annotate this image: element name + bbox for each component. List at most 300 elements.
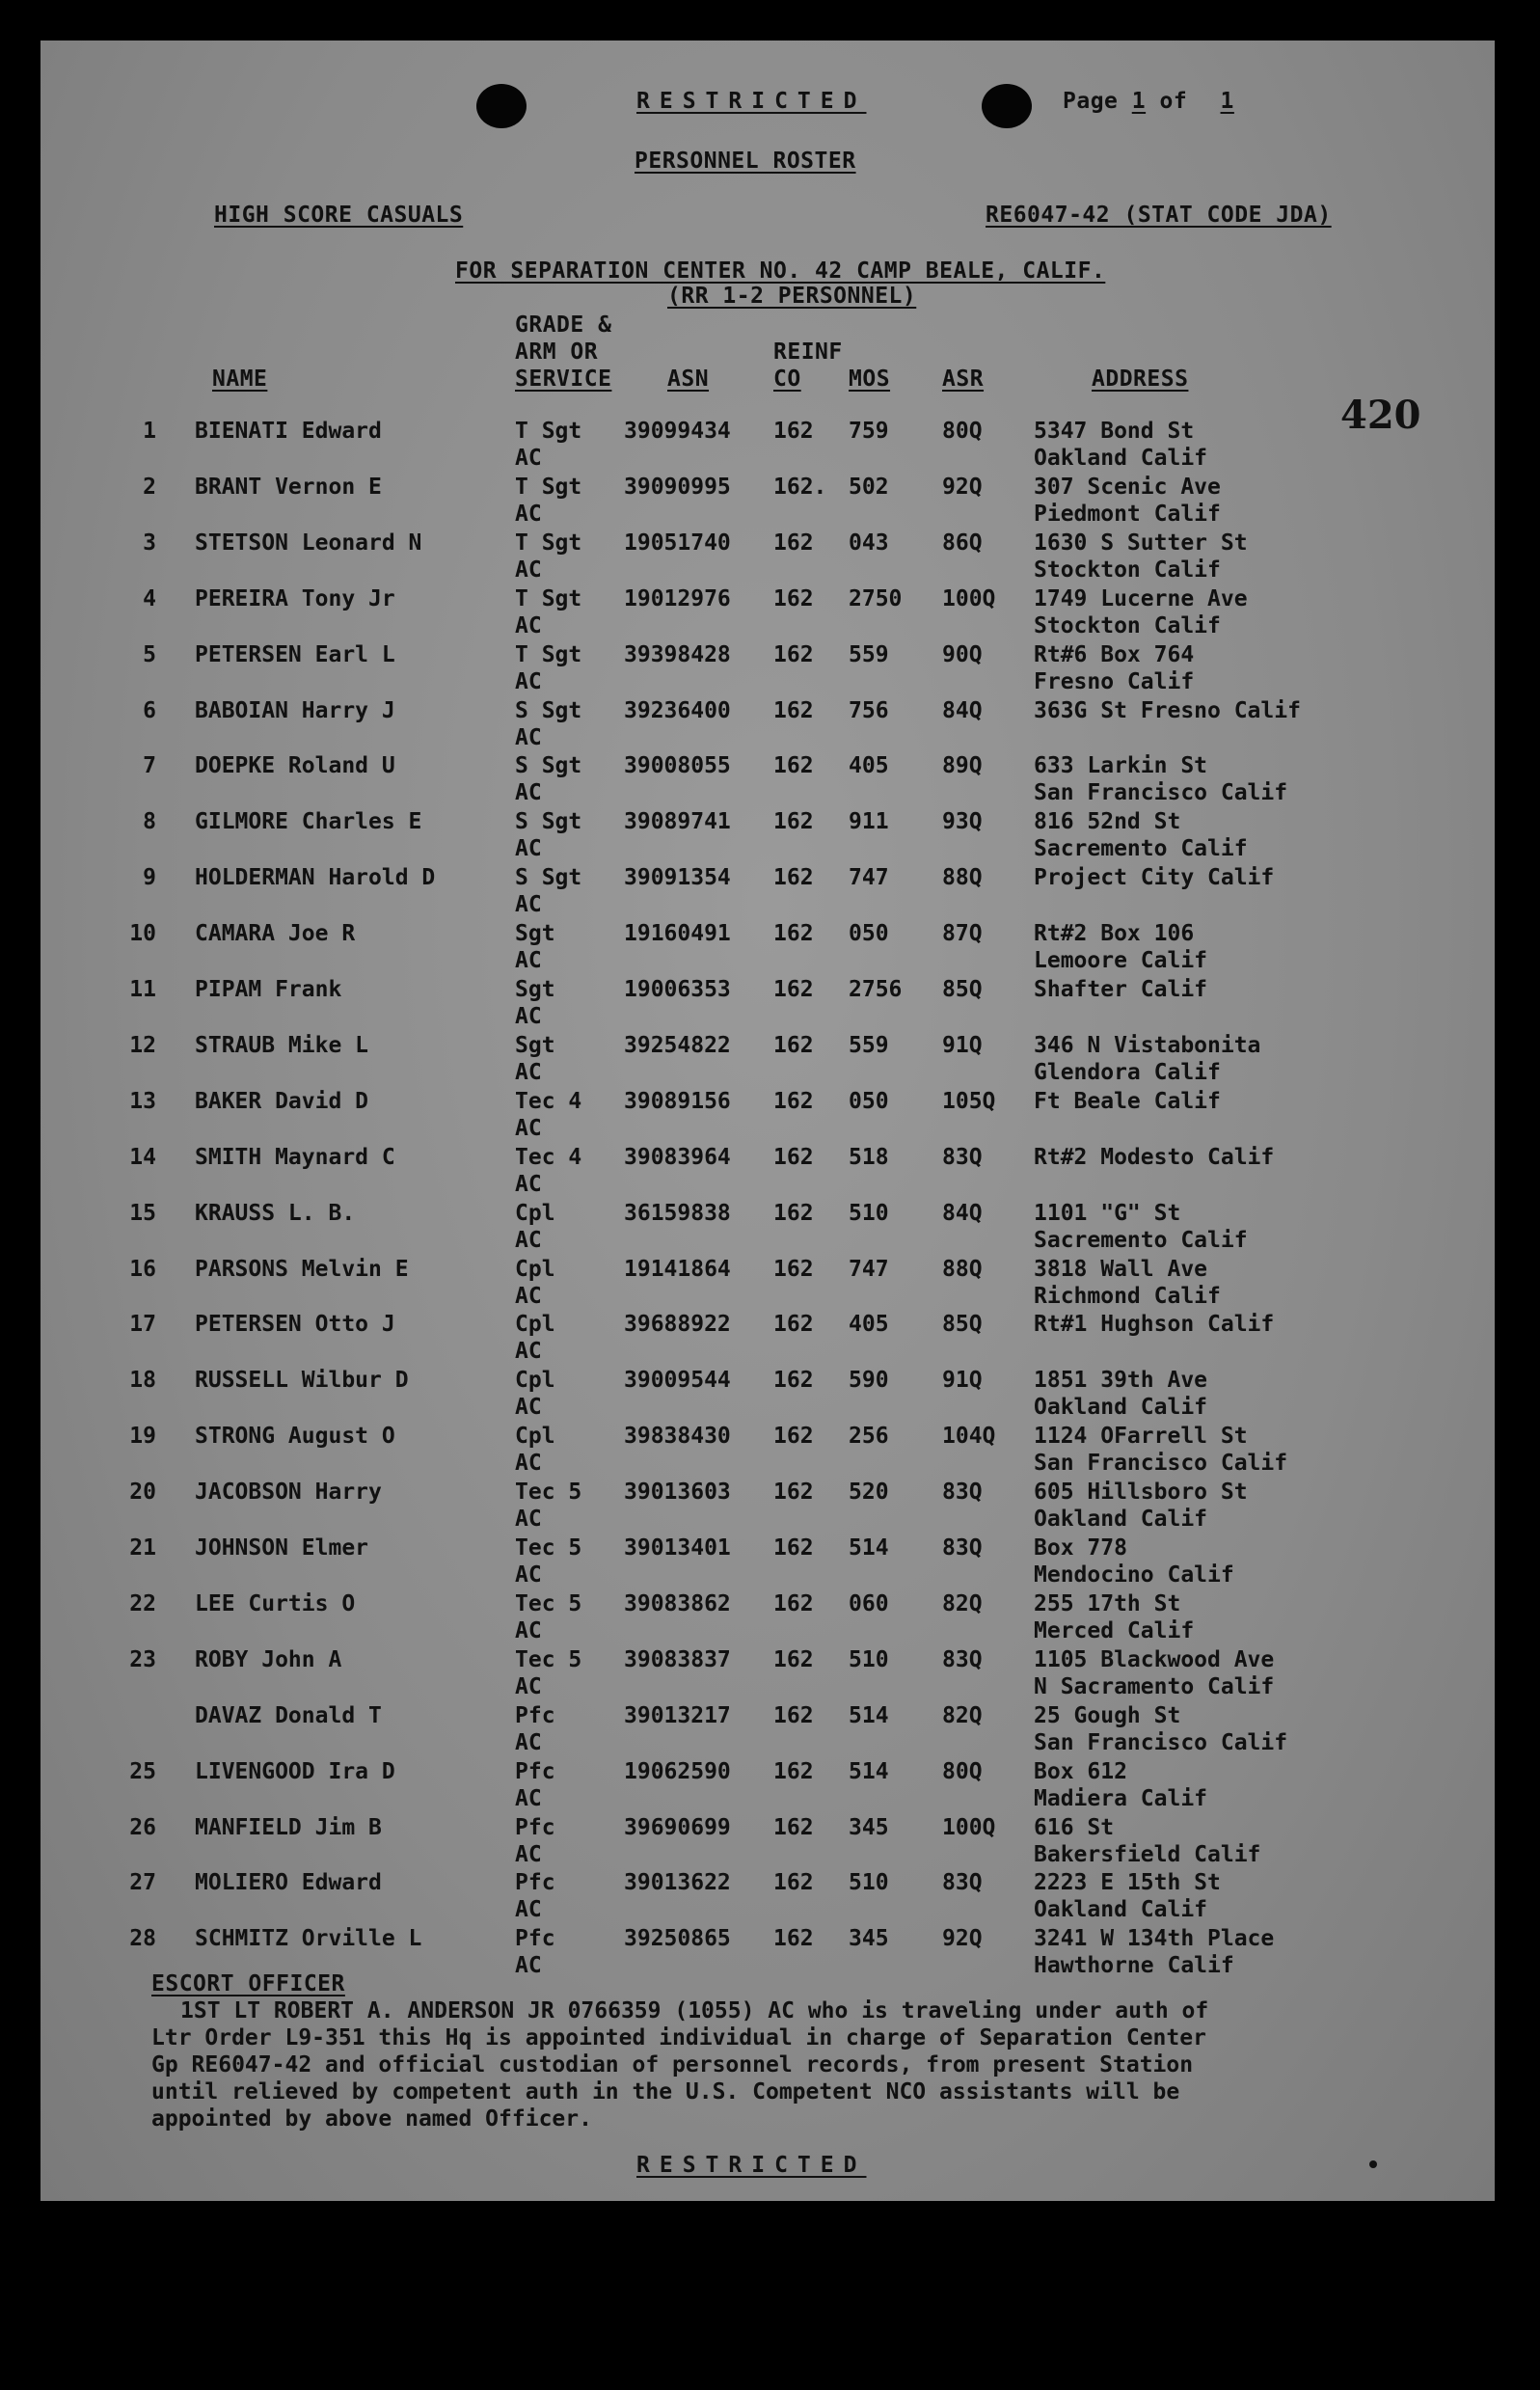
document-title: PERSONNEL ROSTER xyxy=(635,149,856,174)
row-address-line2: Stockton Calif xyxy=(1034,557,1221,583)
row-number: 16 xyxy=(129,1256,156,1282)
row-name: SCHMITZ Orville L xyxy=(195,1926,422,1952)
stamp-number: 420 xyxy=(1340,393,1421,438)
row-asn: 39398428 xyxy=(624,641,731,667)
row-address-line2: Oakland Calif xyxy=(1034,1395,1208,1421)
row-address-line1: 255 17th St xyxy=(1034,1590,1181,1616)
row-asn: 19012976 xyxy=(624,585,731,611)
row-asn: 39083862 xyxy=(624,1590,731,1616)
row-name: HOLDERMAN Harold D xyxy=(195,865,436,891)
row-mos: 559 xyxy=(849,1032,889,1058)
row-service: AC xyxy=(515,1283,542,1309)
row-grade: Cpl xyxy=(515,1312,555,1338)
row-address-line1: 307 Scenic Ave xyxy=(1034,474,1221,500)
row-asr: 92Q xyxy=(942,474,983,500)
row-mos: 256 xyxy=(849,1424,889,1450)
row-address-line2: Oakland Calif xyxy=(1034,1507,1208,1533)
row-name: STRONG August O xyxy=(195,1424,395,1450)
table-row xyxy=(41,809,1495,865)
row-mos: 559 xyxy=(849,641,889,667)
row-service: AC xyxy=(515,557,542,583)
row-name: BIENATI Edward xyxy=(195,419,382,444)
row-number: 26 xyxy=(129,1814,156,1840)
row-service: AC xyxy=(515,1841,542,1867)
row-address-line2: Lemoore Calif xyxy=(1034,948,1208,974)
row-asn: 39013217 xyxy=(624,1702,731,1728)
row-company: 162 xyxy=(773,1256,814,1282)
row-address-line2: Richmond Calif xyxy=(1034,1283,1221,1309)
row-grade: T Sgt xyxy=(515,641,582,667)
row-company: 162 xyxy=(773,977,814,1002)
row-asr: 82Q xyxy=(942,1590,983,1616)
row-service: AC xyxy=(515,1953,542,1979)
row-address-line1: 1851 39th Ave xyxy=(1034,1368,1208,1394)
page-label: Page xyxy=(1063,89,1119,114)
row-address-line1: 346 N Vistabonita xyxy=(1034,1032,1261,1058)
row-address-line2: N Sacramento Calif xyxy=(1034,1673,1275,1699)
personnel-note: (RR 1-2 PERSONNEL) xyxy=(667,284,917,309)
row-mos: 514 xyxy=(849,1702,889,1728)
row-company: 162 xyxy=(773,1200,814,1226)
row-service: AC xyxy=(515,780,542,806)
row-asn: 39089156 xyxy=(624,1088,731,1114)
row-asn: 39013622 xyxy=(624,1870,731,1896)
row-address-line1: 1124 OFarrell St xyxy=(1034,1424,1248,1450)
row-name: MOLIERO Edward xyxy=(195,1870,382,1896)
row-address-line2: San Francisco Calif xyxy=(1034,1451,1288,1477)
row-number: 18 xyxy=(129,1368,156,1394)
row-name: JACOBSON Harry xyxy=(195,1480,382,1506)
row-asn: 39838430 xyxy=(624,1424,731,1450)
row-address-line2: Glendora Calif xyxy=(1034,1059,1221,1085)
row-asr: 83Q xyxy=(942,1480,983,1506)
row-name: BRANT Vernon E xyxy=(195,474,382,500)
row-mos: 514 xyxy=(849,1758,889,1784)
row-asr: 105Q xyxy=(942,1088,996,1114)
row-asr: 83Q xyxy=(942,1535,983,1561)
col-reinf: REINF xyxy=(773,339,843,365)
row-mos: 043 xyxy=(849,530,889,556)
row-address-line1: 1101 "G" St xyxy=(1034,1200,1181,1226)
row-asr: 82Q xyxy=(942,1702,983,1728)
row-asr: 104Q xyxy=(942,1424,996,1450)
corner-mark xyxy=(1369,2160,1377,2168)
escort-line-1: 1ST LT ROBERT A. ANDERSON JR 0766359 (1055) AC who is traveling under auth of xyxy=(180,1998,1209,2023)
row-grade: Tec 4 xyxy=(515,1088,582,1114)
row-asr: 100Q xyxy=(942,585,996,611)
row-asr: 92Q xyxy=(942,1926,983,1952)
col-name: NAME xyxy=(212,367,268,392)
row-asn: 39690699 xyxy=(624,1814,731,1840)
row-number: 4 xyxy=(143,585,156,611)
row-grade: T Sgt xyxy=(515,419,582,444)
row-address-line1: 1749 Lucerne Ave xyxy=(1034,585,1248,611)
row-number: 14 xyxy=(129,1144,156,1170)
row-address-line1: 5347 Bond St xyxy=(1034,419,1195,444)
row-service: AC xyxy=(515,948,542,974)
punch-hole-left xyxy=(476,84,527,128)
unit-name: HIGH SCORE CASUALS xyxy=(214,203,464,228)
row-grade: T Sgt xyxy=(515,585,582,611)
row-name: STETSON Leonard N xyxy=(195,530,422,556)
col-co: CO xyxy=(773,367,801,392)
row-company: 162 xyxy=(773,641,814,667)
restricted-header: RESTRICTED xyxy=(636,89,867,114)
row-company: 162 xyxy=(773,1926,814,1952)
row-number: 5 xyxy=(143,641,156,667)
row-service: AC xyxy=(515,1115,542,1141)
table-row xyxy=(41,1759,1495,1815)
row-company: 162 xyxy=(773,1646,814,1672)
row-address-line2: Bakersfield Calif xyxy=(1034,1841,1261,1867)
col-asr: ASR xyxy=(942,367,985,392)
row-grade: Tec 5 xyxy=(515,1535,582,1561)
row-asr: 89Q xyxy=(942,753,983,779)
row-grade: Pfc xyxy=(515,1926,555,1952)
row-grade: Sgt xyxy=(515,1032,555,1058)
table-row xyxy=(41,642,1495,698)
row-company: 162 xyxy=(773,1814,814,1840)
row-address-line2: Piedmont Calif xyxy=(1034,501,1221,527)
table-row xyxy=(41,1870,1495,1926)
row-number: 28 xyxy=(129,1926,156,1952)
escort-heading: ESCORT OFFICER xyxy=(151,1971,345,1996)
row-address-line2: Mendocino Calif xyxy=(1034,1562,1234,1588)
row-grade: Tec 5 xyxy=(515,1480,582,1506)
row-address-line2: San Francisco Calif xyxy=(1034,1729,1288,1755)
row-address-line1: 3818 Wall Ave xyxy=(1034,1256,1208,1282)
row-number: 11 xyxy=(129,977,156,1002)
table-row xyxy=(41,1815,1495,1871)
row-asn: 39254822 xyxy=(624,1032,731,1058)
row-service: AC xyxy=(515,1339,542,1365)
row-asn: 39091354 xyxy=(624,865,731,891)
row-asr: 83Q xyxy=(942,1144,983,1170)
table-row xyxy=(41,419,1495,475)
row-mos: 518 xyxy=(849,1144,889,1170)
row-asr: 83Q xyxy=(942,1870,983,1896)
row-address-line2: Sacremento Calif xyxy=(1034,836,1248,862)
escort-line-3: Gp RE6047-42 and official custodian of personnel records, from present Station xyxy=(151,2052,1194,2078)
row-grade: S Sgt xyxy=(515,865,582,891)
row-mos: 405 xyxy=(849,753,889,779)
row-grade: Cpl xyxy=(515,1424,555,1450)
row-grade: Sgt xyxy=(515,977,555,1002)
page-of-label: of xyxy=(1159,89,1188,114)
row-asn: 39236400 xyxy=(624,697,731,723)
row-mos: 345 xyxy=(849,1814,889,1840)
row-asn: 39083837 xyxy=(624,1646,731,1672)
row-grade: Tec 5 xyxy=(515,1646,582,1672)
row-asr: 100Q xyxy=(942,1814,996,1840)
row-grade: Pfc xyxy=(515,1758,555,1784)
row-asr: 83Q xyxy=(942,1646,983,1672)
row-service: AC xyxy=(515,1673,542,1699)
row-number: 23 xyxy=(129,1646,156,1672)
row-grade: Pfc xyxy=(515,1814,555,1840)
row-name: DOEPKE Roland U xyxy=(195,753,395,779)
row-grade: Cpl xyxy=(515,1368,555,1394)
row-asr: 84Q xyxy=(942,1200,983,1226)
row-number: 8 xyxy=(143,809,156,835)
row-company: 162 xyxy=(773,809,814,835)
row-number: 22 xyxy=(129,1590,156,1616)
row-company: 162 xyxy=(773,1312,814,1338)
row-asn: 19006353 xyxy=(624,977,731,1002)
row-asr: 91Q xyxy=(942,1368,983,1394)
row-number: 12 xyxy=(129,1032,156,1058)
row-name: PETERSEN Earl L xyxy=(195,641,395,667)
row-name: PARSONS Melvin E xyxy=(195,1256,409,1282)
row-name: ROBY John A xyxy=(195,1646,342,1672)
row-name: RUSSELL Wilbur D xyxy=(195,1368,409,1394)
table-row xyxy=(41,586,1495,642)
row-number: 20 xyxy=(129,1480,156,1506)
row-name: GILMORE Charles E xyxy=(195,809,422,835)
table-row xyxy=(41,1535,1495,1591)
row-name: LEE Curtis O xyxy=(195,1590,356,1616)
row-number: 17 xyxy=(129,1312,156,1338)
row-address-line2: Fresno Calif xyxy=(1034,668,1195,694)
row-asn: 39099434 xyxy=(624,419,731,444)
row-number: 27 xyxy=(129,1870,156,1896)
row-asr: 91Q xyxy=(942,1032,983,1058)
row-address-line2: Madiera Calif xyxy=(1034,1785,1208,1811)
row-service: AC xyxy=(515,446,542,471)
row-company: 162 xyxy=(773,419,814,444)
row-mos: 520 xyxy=(849,1480,889,1506)
row-company: 162 xyxy=(773,1144,814,1170)
table-row xyxy=(41,977,1495,1033)
table-row xyxy=(41,1368,1495,1424)
row-service: AC xyxy=(515,1059,542,1085)
row-name: SMITH Maynard C xyxy=(195,1144,395,1170)
table-row xyxy=(41,698,1495,754)
row-company: 162 xyxy=(773,1758,814,1784)
row-address-line1: Ft Beale Calif xyxy=(1034,1088,1221,1114)
punch-hole-right xyxy=(982,84,1032,128)
row-service: AC xyxy=(515,668,542,694)
row-asn: 39009544 xyxy=(624,1368,731,1394)
table-row xyxy=(41,1201,1495,1257)
row-company: 162 xyxy=(773,697,814,723)
row-company: 162 xyxy=(773,753,814,779)
row-address-line1: 1105 Blackwood Ave xyxy=(1034,1646,1275,1672)
row-address-line1: Rt#6 Box 764 xyxy=(1034,641,1195,667)
row-grade: T Sgt xyxy=(515,474,582,500)
row-address-line2: Merced Calif xyxy=(1034,1617,1195,1643)
row-address-line1: Box 778 xyxy=(1034,1535,1127,1561)
row-address-line2: Stockton Calif xyxy=(1034,612,1221,638)
table-row xyxy=(41,475,1495,530)
row-mos: 502 xyxy=(849,474,889,500)
row-address-line1: Shafter Calif xyxy=(1034,977,1208,1002)
row-number: 6 xyxy=(143,697,156,723)
row-asn: 39013401 xyxy=(624,1535,731,1561)
row-name: PIPAM Frank xyxy=(195,977,342,1002)
row-mos: 2750 xyxy=(849,585,903,611)
row-asn: 19051740 xyxy=(624,530,731,556)
row-address-line1: Rt#2 Modesto Calif xyxy=(1034,1144,1275,1170)
row-address-line2: Sacremento Calif xyxy=(1034,1227,1248,1253)
row-mos: 590 xyxy=(849,1368,889,1394)
row-grade: S Sgt xyxy=(515,809,582,835)
row-address-line1: 25 Gough St xyxy=(1034,1702,1181,1728)
row-address-line2: Oakland Calif xyxy=(1034,446,1208,471)
row-number: 3 xyxy=(143,530,156,556)
row-address-line1: Box 612 xyxy=(1034,1758,1127,1784)
row-asn: 39089741 xyxy=(624,809,731,835)
row-asr: 80Q xyxy=(942,419,983,444)
row-service: AC xyxy=(515,612,542,638)
row-address-line1: 363G St Fresno Calif xyxy=(1034,697,1301,723)
row-grade: Pfc xyxy=(515,1870,555,1896)
row-asn: 39090995 xyxy=(624,474,731,500)
row-grade: Cpl xyxy=(515,1200,555,1226)
row-name: PETERSEN Otto J xyxy=(195,1312,395,1338)
row-asn: 19141864 xyxy=(624,1256,731,1282)
row-mos: 510 xyxy=(849,1646,889,1672)
row-address-line1: 2223 E 15th St xyxy=(1034,1870,1221,1896)
row-name: JOHNSON Elmer xyxy=(195,1535,369,1561)
row-address-line2: San Francisco Calif xyxy=(1034,780,1288,806)
row-name: BABOIAN Harry J xyxy=(195,697,395,723)
row-mos: 345 xyxy=(849,1926,889,1952)
row-number: 13 xyxy=(129,1088,156,1114)
escort-line-4: until relieved by competent auth in the U.S. Competent NCO assistants will be xyxy=(151,2079,1180,2105)
row-number: 9 xyxy=(143,865,156,891)
table-row xyxy=(41,1480,1495,1535)
row-number: 15 xyxy=(129,1200,156,1226)
row-grade: S Sgt xyxy=(515,697,582,723)
row-service: AC xyxy=(515,1617,542,1643)
row-service: AC xyxy=(515,501,542,527)
row-number: 19 xyxy=(129,1424,156,1450)
row-service: AC xyxy=(515,1171,542,1197)
row-asn: 39250865 xyxy=(624,1926,731,1952)
row-company: 162 xyxy=(773,1424,814,1450)
row-company: 162 xyxy=(773,1368,814,1394)
row-mos: 759 xyxy=(849,419,889,444)
row-grade: T Sgt xyxy=(515,530,582,556)
table-row xyxy=(41,865,1495,921)
table-row xyxy=(41,921,1495,977)
row-company: 162 xyxy=(773,921,814,947)
row-address-line1: 1630 S Sutter St xyxy=(1034,530,1248,556)
group-code: RE6047-42 (STAT CODE JDA) xyxy=(986,203,1332,228)
row-number: 21 xyxy=(129,1535,156,1561)
row-asn: 39083964 xyxy=(624,1144,731,1170)
row-address-line1: Project City Calif xyxy=(1034,865,1275,891)
table-row xyxy=(41,530,1495,586)
row-mos: 911 xyxy=(849,809,889,835)
table-row xyxy=(41,1089,1495,1145)
row-service: AC xyxy=(515,1785,542,1811)
row-mos: 510 xyxy=(849,1200,889,1226)
row-service: AC xyxy=(515,1729,542,1755)
row-company: 162 xyxy=(773,1535,814,1561)
row-address-line1: 633 Larkin St xyxy=(1034,753,1208,779)
table-row xyxy=(41,753,1495,809)
row-service: AC xyxy=(515,1395,542,1421)
row-name: KRAUSS L. B. xyxy=(195,1200,356,1226)
row-number: 7 xyxy=(143,753,156,779)
row-company: 162 xyxy=(773,1702,814,1728)
row-mos: 756 xyxy=(849,697,889,723)
row-grade: Cpl xyxy=(515,1256,555,1282)
row-company: 162 xyxy=(773,865,814,891)
row-mos: 747 xyxy=(849,1256,889,1282)
row-asn: 19160491 xyxy=(624,921,731,947)
row-asr: 85Q xyxy=(942,977,983,1002)
row-address-line1: 3241 W 134th Place xyxy=(1034,1926,1275,1952)
row-mos: 060 xyxy=(849,1590,889,1616)
row-service: AC xyxy=(515,724,542,750)
row-name: DAVAZ Donald T xyxy=(195,1702,382,1728)
row-mos: 2756 xyxy=(849,977,903,1002)
row-address-line1: Rt#2 Box 106 xyxy=(1034,921,1195,947)
row-mos: 405 xyxy=(849,1312,889,1338)
row-grade: Tec 4 xyxy=(515,1144,582,1170)
row-asn: 39008055 xyxy=(624,753,731,779)
row-mos: 050 xyxy=(849,921,889,947)
row-asn: 39688922 xyxy=(624,1312,731,1338)
col-asn: ASN xyxy=(667,367,710,392)
row-company: 162 xyxy=(773,1480,814,1506)
row-asr: 93Q xyxy=(942,809,983,835)
row-company: 162 xyxy=(773,585,814,611)
table-row xyxy=(41,1647,1495,1703)
row-service: AC xyxy=(515,892,542,918)
row-company: 162 xyxy=(773,1870,814,1896)
row-asr: 86Q xyxy=(942,530,983,556)
row-company: 162 xyxy=(773,530,814,556)
row-service: AC xyxy=(515,1507,542,1533)
row-company: 162. xyxy=(773,474,827,500)
escort-line-5: appointed by above named Officer. xyxy=(151,2106,592,2132)
table-row xyxy=(41,1703,1495,1759)
row-asr: 90Q xyxy=(942,641,983,667)
row-name: MANFIELD Jim B xyxy=(195,1814,382,1840)
row-mos: 050 xyxy=(849,1088,889,1114)
row-number: 25 xyxy=(129,1758,156,1784)
row-company: 162 xyxy=(773,1088,814,1114)
row-grade: Tec 5 xyxy=(515,1590,582,1616)
row-asr: 85Q xyxy=(942,1312,983,1338)
row-service: AC xyxy=(515,1451,542,1477)
row-name: BAKER David D xyxy=(195,1088,369,1114)
page-number: 1 xyxy=(1131,89,1147,114)
row-asr: 87Q xyxy=(942,921,983,947)
row-service: AC xyxy=(515,1227,542,1253)
col-grade-line2: ARM OR xyxy=(515,339,599,365)
table-row xyxy=(41,1033,1495,1089)
row-number: 1 xyxy=(143,419,156,444)
row-address-line1: 605 Hillsboro St xyxy=(1034,1480,1248,1506)
row-grade: S Sgt xyxy=(515,753,582,779)
row-asn: 39013603 xyxy=(624,1480,731,1506)
row-service: AC xyxy=(515,1897,542,1923)
escort-line-2: Ltr Order L9-351 this Hq is appointed individual in charge of Separation Center xyxy=(151,2025,1206,2051)
row-company: 162 xyxy=(773,1032,814,1058)
destination: FOR SEPARATION CENTER NO. 42 CAMP BEALE, CALIF. xyxy=(455,258,1106,284)
page-total: 1 xyxy=(1220,89,1234,114)
row-service: AC xyxy=(515,836,542,862)
row-service: AC xyxy=(515,1004,542,1029)
col-address: ADDRESS xyxy=(1092,367,1189,392)
restricted-footer: RESTRICTED xyxy=(636,2153,867,2178)
row-address-line2: Hawthorne Calif xyxy=(1034,1953,1234,1979)
